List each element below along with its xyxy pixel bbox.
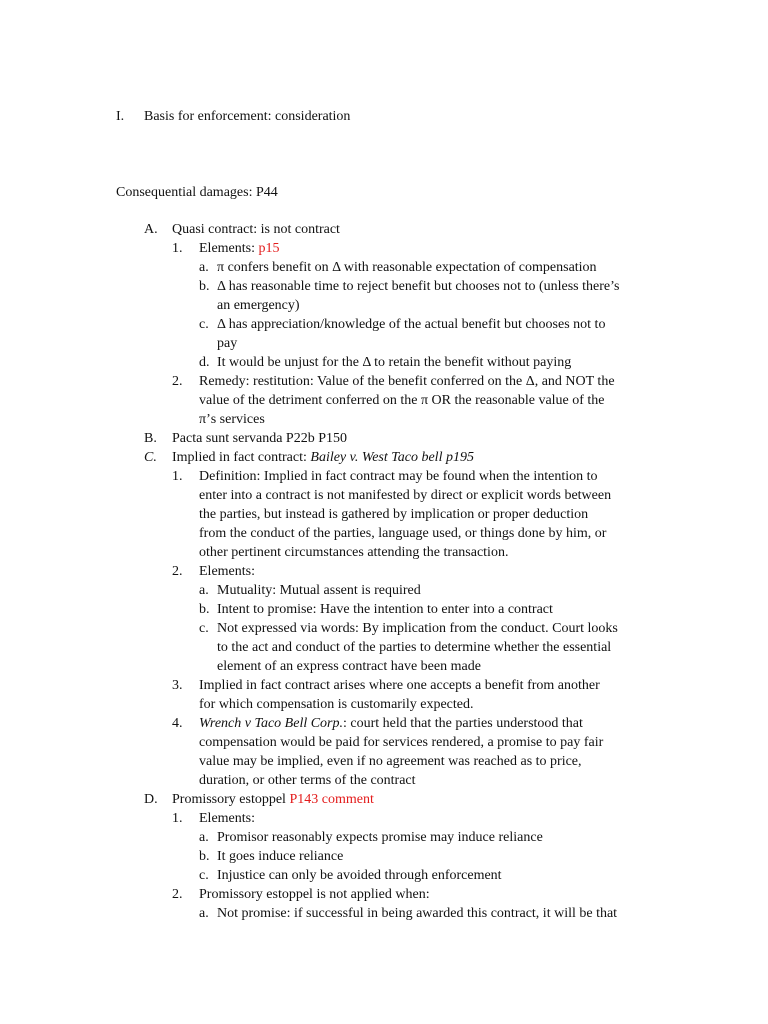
list-item-text: compensation would be paid for services rendered, a promise to pay fair [199,735,604,750]
list-marker: a. [199,260,209,275]
list-marker: d. [199,355,210,370]
list-item-text: Intent to promise: Have the intention to enter into a contract [217,602,553,617]
list-marker: a. [199,906,209,921]
section-a-marker: A. [144,222,158,237]
list-item-text: Mutuality: Mutual assent is required [217,583,421,598]
page-reference: p15 [258,241,280,256]
list-item-text: Δ has reasonable time to reject benefit but chooses not to (unless there’s [217,279,620,294]
list-item-text: pay [217,336,238,351]
list-item-text: value of the detriment conferred on the π OR the reasonable value of the [199,393,605,408]
list-item-text: an emergency) [217,298,300,313]
case-citation: Wrench v Taco Bell Corp. [199,716,344,731]
list-item-text: Elements: [199,564,255,579]
list-item-text: Δ has appreciation/knowledge of the actual benefit but chooses not to [217,317,606,332]
list-marker: c. [199,868,209,883]
list-item-text: duration, or other terms of the contract [199,773,416,788]
list-marker: b. [199,602,210,617]
section-b-marker: B. [144,431,157,446]
list-item-text: Remedy: restitution: Value of the benefit conferred on the Δ, and NOT the [199,374,615,389]
list-marker: c. [199,621,209,636]
section-c-item2-marker: 2. [172,564,183,579]
case-holding: : court held that the parties understood that [343,716,583,731]
list-item-text: Promisor reasonably expects promise may induce reliance [217,830,543,845]
section-c-item1-marker: 1. [172,469,183,484]
heading-marker: I. [116,109,125,124]
list-marker: b. [199,279,210,294]
list-marker: b. [199,849,210,864]
list-item-text: Injustice can only be avoided through enforcement [217,868,502,883]
section-c-title [172,448,474,467]
list-item-text: Promissory estoppel is not applied when: [199,887,430,902]
section-d-item1-marker: 1. [172,811,183,826]
list-item-text: Not promise: if successful in being awarded this contract, it will be that [217,906,618,921]
title-text: Promissory estoppel [172,792,290,807]
list-item-text: Implied in fact contract arises where one accepts a benefit from another [199,678,600,693]
section-c-item4-marker: 4. [172,716,183,731]
list-item-text: It would be unjust for the Δ to retain the benefit without paying [217,355,572,370]
item1-label: Elements: [199,241,259,256]
list-marker: a. [199,830,209,845]
list-item-text: to the act and conduct of the parties to determine whether the essential [217,640,612,655]
section-b-title: Pacta sunt servanda P22b P150 [172,431,347,446]
case-citation: Bailey v. West Taco bell p195 [310,450,474,465]
list-item-text: Not expressed via words: By implication from the conduct. Court looks [217,621,618,636]
section-d-marker: D. [144,792,158,807]
list-item-text: It goes induce reliance [217,849,344,864]
heading-text: Basis for enforcement: consideration [144,109,351,124]
list-marker: c. [199,317,209,332]
list-item-text: element of an express contract have been made [217,659,481,674]
section-a-item1 [199,239,280,258]
list-item-text: π’s services [199,412,265,427]
list-item-text: Definition: Implied in fact contract may be found when the intention to [199,469,598,484]
section-a-title: Quasi contract: is not contract [172,222,340,237]
list-item-text: the parties, but instead is gathered by implication or proper deduction [199,507,589,522]
title-prefix: Implied in fact contract: [172,450,311,465]
list-item-text: Elements: [199,811,255,826]
list-item-text: from the conduct of the parties, language used, or things done by him, or [199,526,607,541]
section-a-item1-marker: 1. [172,241,183,256]
consequential-damages: Consequential damages: P44 [116,185,278,200]
list-item-text: π confers benefit on Δ with reasonable expectation of compensation [217,260,597,275]
list-item-text [199,714,583,733]
list-item-text: other pertinent circumstances attending the transaction. [199,545,509,560]
section-d-item2-marker: 2. [172,887,183,902]
list-item-text: enter into a contract is not manifested by direct or explicit words between [199,488,612,503]
section-c-item3-marker: 3. [172,678,183,693]
page-reference: P143 comment [289,792,374,807]
section-c-marker: C. [144,450,157,465]
section-a-item2-marker: 2. [172,374,183,389]
list-marker: a. [199,583,209,598]
section-d-title [172,790,374,809]
list-item-text: for which compensation is customarily expected. [199,697,474,712]
list-item-text: value may be implied, even if no agreement was reached as to price, [199,754,582,769]
